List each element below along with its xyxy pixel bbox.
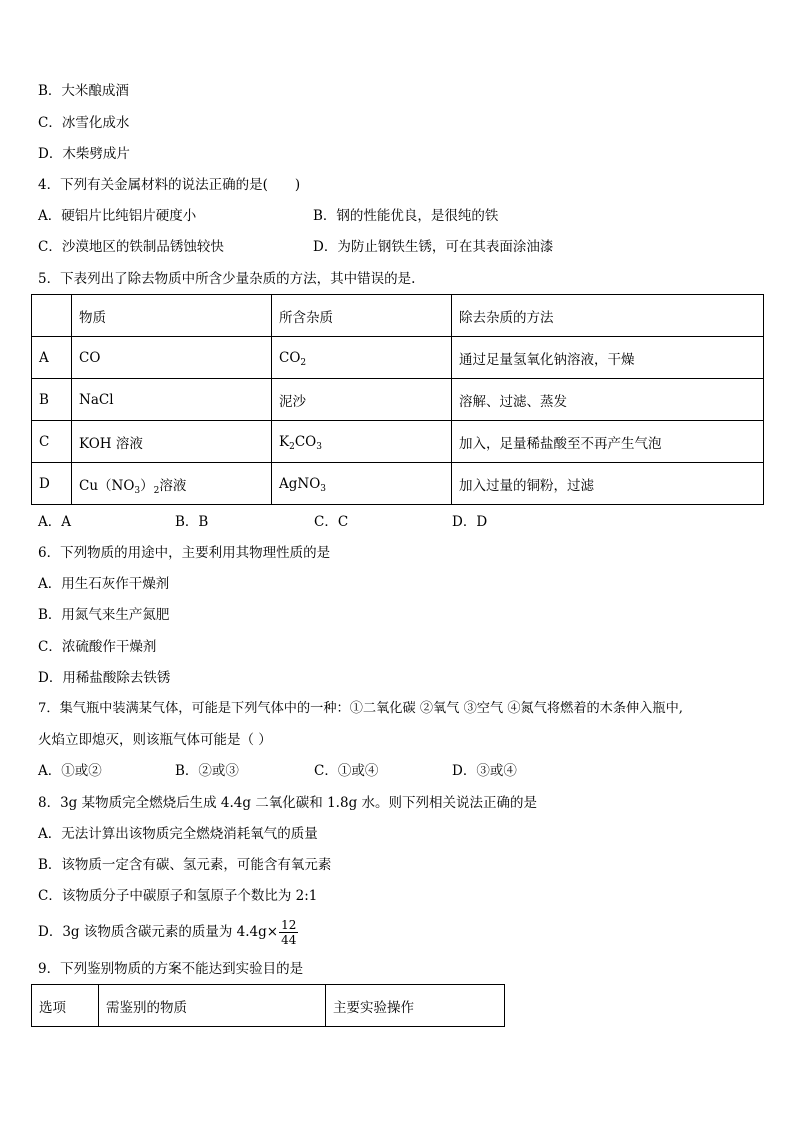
- q8-option-d-text: D．3g 该物质含碳元素的质量为 4.4g×: [38, 924, 279, 940]
- row-label: C: [32, 421, 72, 463]
- row-label: D: [32, 463, 72, 505]
- fraction-denominator: 44: [281, 933, 297, 947]
- q9-header-substances: 需鉴别的物质: [99, 985, 326, 1027]
- q8-stem: 8．3g 某物质完全燃烧后生成 4.4g 二氧化碳和 1.8g 水。则下列相关说法正确的是: [38, 795, 537, 811]
- subscript: 3: [134, 485, 141, 496]
- q9-table: [31, 984, 505, 1027]
- table-row: [32, 463, 764, 505]
- q8-option-a: A．无法计算出该物质完全燃烧消耗氧气的质量: [38, 826, 318, 842]
- impurity-formula-co: CO: [294, 433, 317, 450]
- subscript: 3: [316, 441, 322, 452]
- q3-option-d: D．木柴劈成片: [38, 146, 130, 162]
- q3-option-b: B．大米酿成酒: [38, 83, 129, 99]
- q5-option-d: D．D: [452, 514, 488, 530]
- q7-option-c: C．①或④: [314, 763, 379, 779]
- substance-part: Cu（NO: [79, 477, 135, 494]
- q5-option-b: B．B: [175, 514, 209, 530]
- q5-option-c: C．C: [314, 514, 349, 530]
- q7-option-b: B．②或③: [175, 763, 239, 779]
- row-substance: CO: [72, 337, 272, 379]
- subscript: 3: [320, 483, 327, 494]
- q7-stem-line2: 火焰立即熄灭，则该瓶气体可能是（ ）: [38, 732, 272, 748]
- table-row: [32, 337, 764, 379]
- q3-option-c: C．冰雪化成水: [38, 115, 130, 131]
- row-substance: [72, 463, 272, 505]
- row-method: 加入，足量稀盐酸至不再产生气泡: [452, 421, 764, 463]
- q4-option-d: D．为防止钢铁生锈，可在其表面涂油漆: [313, 239, 554, 255]
- q7-stem-line1: 7．集气瓶中装满某气体，可能是下列气体中的一种：①二氧化碳 ②氧气 ③空气 ④氮气将燃着的木条伸入瓶中,: [38, 701, 683, 716]
- row-impurity: [272, 421, 452, 463]
- row-method: 溶解、过滤、蒸发: [452, 379, 764, 421]
- q5-option-a: A．A: [38, 514, 71, 530]
- q9-stem: 9．下列鉴别物质的方案不能达到实验目的是: [38, 961, 304, 977]
- q5-table-header: [32, 295, 764, 337]
- row-method: 加入过量的铜粉，过滤: [452, 463, 764, 505]
- row-impurity: [272, 463, 452, 505]
- q5-header-impurity: 所含杂质: [272, 295, 452, 337]
- q5-header-method: 除去杂质的方法: [452, 295, 764, 337]
- q6-option-b: B．用氮气来生产氮肥: [38, 607, 170, 623]
- impurity-formula: CO: [279, 349, 301, 366]
- table-row: [32, 379, 764, 421]
- q7-option-a: A．①或②: [38, 763, 102, 779]
- q4-option-c: C．沙漠地区的铁制品锈蚀较快: [38, 239, 224, 255]
- q9-table-header: [32, 985, 505, 1027]
- impurity-formula: AgNO: [279, 475, 321, 492]
- q9-header-option: 选项: [32, 985, 99, 1027]
- q8-option-c: C．该物质分子中碳原子和氢原子个数比为 2:1: [38, 888, 318, 904]
- subscript: 2: [289, 441, 295, 452]
- row-label: A: [32, 337, 72, 379]
- substance-part: ）: [140, 477, 154, 494]
- q4-option-b: B．钢的性能优良，是很纯的铁: [313, 208, 499, 224]
- row-impurity: 泥沙: [272, 379, 452, 421]
- row-impurity: [272, 337, 452, 379]
- row-substance: NaCl: [72, 379, 272, 421]
- impurity-formula-k: K: [279, 433, 290, 450]
- q6-stem: 6．下列物质的用途中，主要利用其物理性质的是: [38, 545, 331, 561]
- q4-stem: 4．下列有关金属材料的说法正确的是( ): [38, 177, 301, 193]
- q6-option-a: A．用生石灰作干燥剂: [38, 576, 170, 592]
- subscript: 2: [153, 485, 160, 496]
- q5-table: [31, 294, 764, 505]
- q5-header-substance: 物质: [72, 295, 272, 337]
- fraction: [279, 918, 298, 947]
- subscript: 2: [300, 357, 307, 368]
- q4-option-a: A．硬铝片比纯铝片硬度小: [38, 208, 197, 224]
- row-substance: KOH 溶液: [72, 421, 272, 463]
- q8-option-d: [38, 914, 298, 950]
- q7-option-d: D．③或④: [452, 763, 517, 779]
- q5-stem: 5．下表列出了除去物质中所含少量杂质的方法，其中错误的是.: [38, 271, 416, 287]
- row-label: B: [32, 379, 72, 421]
- substance-part: 溶液: [159, 477, 187, 494]
- q5-header-empty: [32, 295, 72, 337]
- q6-option-c: C．浓硫酸作干燥剂: [38, 639, 157, 655]
- row-method: 通过足量氢氧化钠溶液，干燥: [452, 337, 764, 379]
- q9-header-operation: 主要实验操作: [326, 985, 505, 1027]
- fraction-numerator: 12: [281, 918, 297, 932]
- q6-option-d: D．用稀盐酸除去铁锈: [38, 670, 171, 686]
- q8-option-b: B．该物质一定含有碳、氢元素，可能含有氧元素: [38, 857, 332, 873]
- table-row: [32, 421, 764, 463]
